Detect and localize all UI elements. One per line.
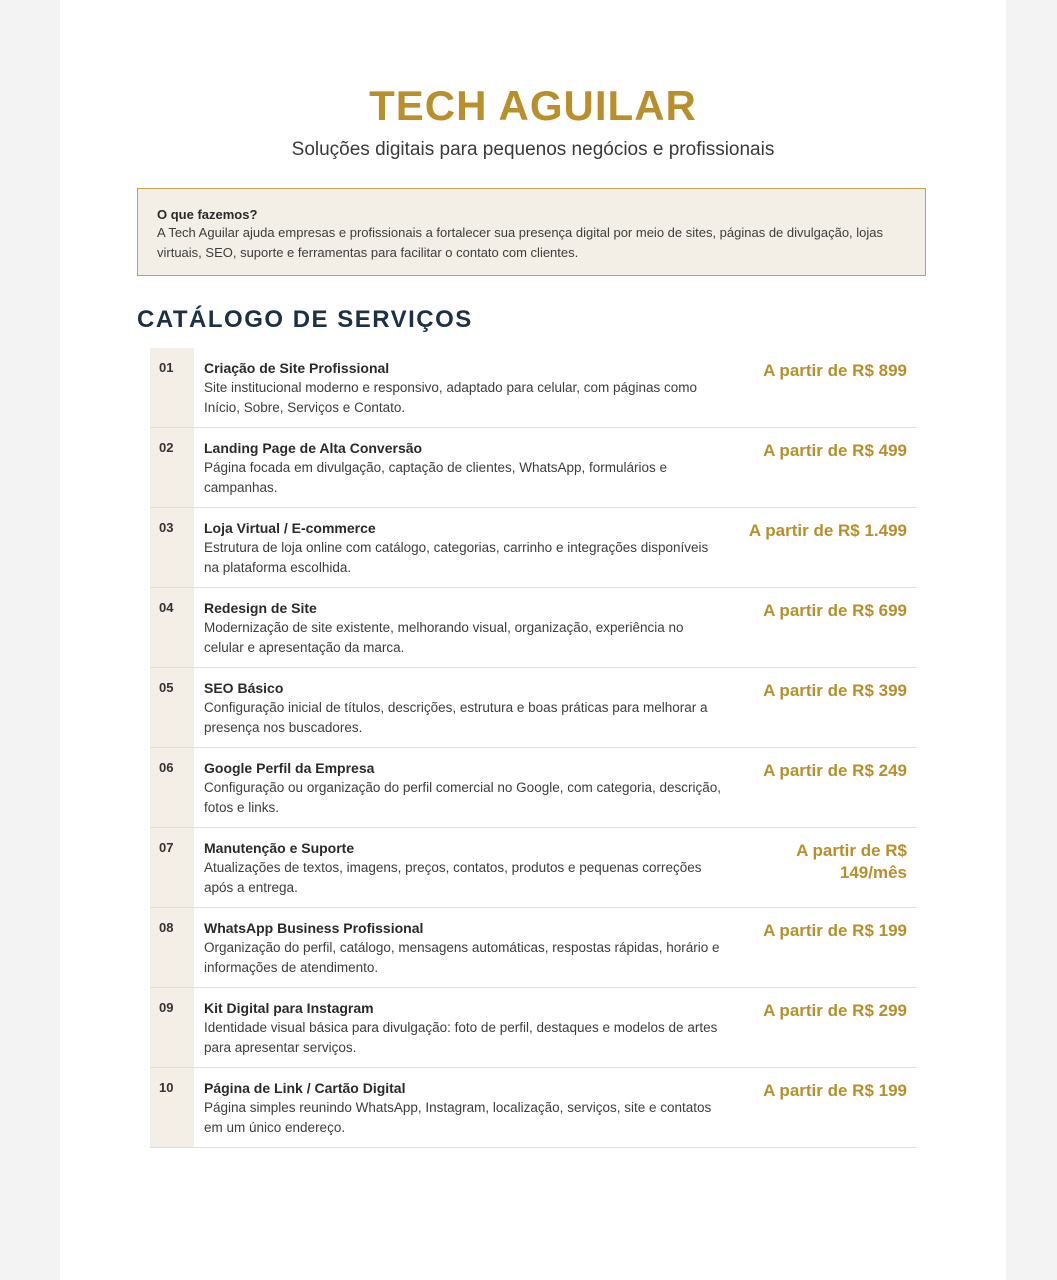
service-description: Atualizações de textos, imagens, preços, contatos, produtos e pequenas correções após a entrega. — [204, 860, 702, 895]
service-description: Configuração ou organização do perfil comercial no Google, com categoria, descrição, fotos e links. — [204, 780, 722, 815]
document-page — [60, 0, 1006, 1280]
service-number: 06 — [159, 760, 174, 775]
service-row — [150, 508, 916, 588]
service-number-cell — [150, 988, 194, 1067]
service-number: 03 — [159, 520, 174, 535]
service-name: Google Perfil da Empresa — [204, 760, 375, 776]
brand-title: TECH AGUILAR — [369, 82, 697, 129]
about-text: A Tech Aguilar ajuda empresas e profissionais a fortalecer sua presença digital por meio de sites, páginas de divulgação, lojas virtuais, SEO, suporte e ferramentas para facilitar o contato com clientes. — [157, 225, 884, 260]
service-number-cell — [150, 828, 194, 907]
service-price: A partir de R$ 899 — [763, 361, 907, 380]
service-description: Site institucional moderno e responsivo, adaptado para celular, com páginas como Início, Sobre, Serviços e Contato. — [204, 380, 698, 415]
service-name: Redesign de Site — [204, 600, 317, 616]
service-description: Estrutura de loja online com catálogo, categorias, carrinho e integrações disponíveis na plataforma escolhida. — [204, 540, 709, 575]
service-price: A partir de R$ 199 — [763, 921, 907, 940]
service-catalog — [150, 348, 916, 1148]
service-row — [150, 748, 916, 828]
service-number-cell — [150, 588, 194, 667]
service-row — [150, 988, 916, 1068]
service-price: A partir de R$ 1.499 — [748, 521, 907, 540]
tagline: Soluções digitais para pequenos negócios e profissionais — [291, 139, 775, 160]
service-number: 10 — [159, 1080, 174, 1095]
service-number-cell — [150, 508, 194, 587]
service-number: 04 — [159, 600, 174, 615]
service-name: Landing Page de Alta Conversão — [204, 440, 423, 456]
service-price: A partir de R$ 249 — [763, 761, 907, 780]
service-price: A partir de R$ 399 — [763, 681, 907, 700]
service-description: Modernização de site existente, melhorando visual, organização, experiência no celular e apresentação da marca. — [204, 620, 684, 655]
service-number-cell — [150, 908, 194, 987]
service-name: Kit Digital para Instagram — [204, 1000, 374, 1016]
service-name: Loja Virtual / E-commerce — [204, 520, 376, 536]
service-row — [150, 348, 916, 428]
service-number-cell — [150, 1068, 194, 1147]
service-number-cell — [150, 748, 194, 827]
service-name: Página de Link / Cartão Digital — [204, 1080, 406, 1096]
service-price: A partir de R$ 199 — [763, 1081, 907, 1100]
service-number: 08 — [159, 920, 174, 935]
service-number: 09 — [159, 1000, 174, 1015]
service-number: 05 — [159, 680, 174, 695]
service-price: A partir de R$ 499 — [763, 441, 907, 460]
about-title: O que fazemos? — [157, 207, 258, 222]
service-number-cell — [150, 348, 194, 427]
service-description: Página focada em divulgação, captação de clientes, WhatsApp, formulários e campanhas. — [204, 460, 668, 495]
service-row — [150, 908, 916, 988]
service-number-cell — [150, 428, 194, 507]
service-row — [150, 588, 916, 668]
service-name: SEO Básico — [204, 680, 284, 696]
service-number: 02 — [159, 440, 174, 455]
service-price: A partir de R$ 699 — [763, 601, 907, 620]
about-box — [137, 188, 926, 276]
service-description: Identidade visual básica para divulgação: foto de perfil, destaques e modelos de artes para apresentar serviços. — [204, 1020, 718, 1055]
service-row — [150, 1068, 916, 1148]
service-number-cell — [150, 668, 194, 747]
service-name: WhatsApp Business Profissional — [204, 920, 424, 936]
service-name: Manutenção e Suporte — [204, 840, 355, 856]
service-row — [150, 428, 916, 508]
service-description: Página simples reunindo WhatsApp, Instagram, localização, serviços, site e contatos em um único endereço. — [204, 1100, 712, 1135]
service-number: 01 — [159, 360, 174, 375]
service-description: Organização do perfil, catálogo, mensagens automáticas, respostas rápidas, horário e informações de atendimento. — [204, 940, 720, 975]
catalog-title: CATÁLOGO DE SERVIÇOS — [137, 306, 473, 333]
service-name: Criação de Site Profissional — [204, 360, 390, 376]
service-row — [150, 828, 916, 908]
service-description: Configuração inicial de títulos, descrições, estrutura e boas práticas para melhorar a presença nos buscadores. — [204, 700, 708, 735]
service-price: A partir de R$ 299 — [763, 1001, 907, 1020]
service-price: A partir de R$ 149/mês — [796, 841, 907, 882]
service-number: 07 — [159, 840, 174, 855]
service-row — [150, 668, 916, 748]
